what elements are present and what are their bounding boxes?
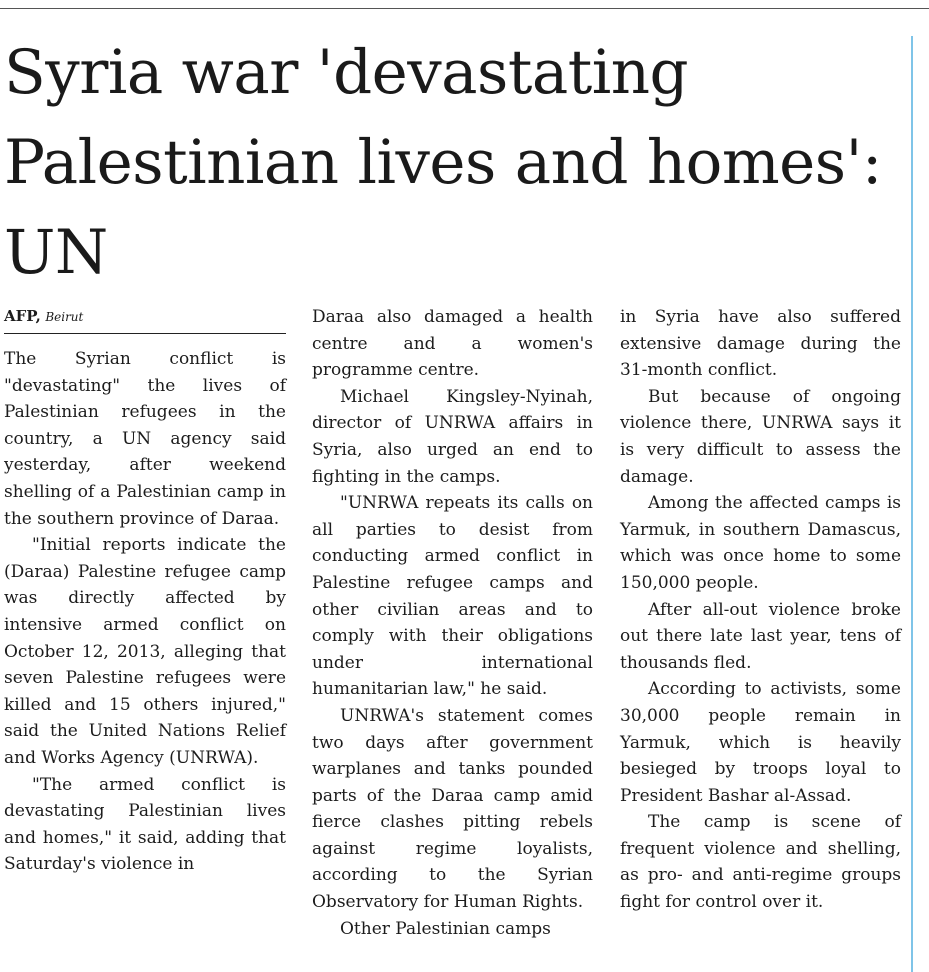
paragraph: UNRWA's statement comes two days after government warplanes and tanks pounded parts of the Daraa camp amid fierce clashes pitting rebels against regime loyalists, according to the Syrian Observatory for Human Rights. [312,705,593,913]
byline-agency: AFP, [4,307,41,325]
paragraph: Among the affected camps is Yarmuk, in southern Damascus, which was once home to some 150,000 people. [620,493,901,593]
paragraph: The camp is scene of frequent violence and shelling, as pro- and anti-regime groups fight for control over it. [620,812,901,913]
byline-location: Beirut [45,310,84,324]
paragraph: The Syrian conflict is "devastating" the lives of Palestinian refugees in the country, a UN agency said yesterday, after weekend shelling of a Palestinian camp in the southern province of Daraa. [4,349,286,529]
paragraph: "The armed conflict is devastating Palestinian lives and homes," it said, adding that Saturday's violence in [4,774,286,875]
paragraph: "Initial reports indicate the (Daraa) Palestine refugee camp was directly affected by intensive armed conflict on October 12, 2013, alleging that seven Palestine refugees were killed and 15 others injured," said the United Nations Relief and Works Agency (UNRWA). [4,535,286,768]
paragraph: According to activists, some 30,000 people remain in Yarmuk, which is heavily besieged by troops loyal to President Bashar al-Assad. [620,679,901,806]
paragraph: "UNRWA repeats its calls on all parties to desist from conducting armed conflict in Palestine refugee camps and other civilian areas and to comply with their obligations under international humanitarian law," he said. [312,493,593,700]
top-rule [0,8,929,9]
headline: Syria war 'devastating Palestinian lives and homes': UN [4,37,882,288]
paragraph: Daraa also damaged a health centre and a women's programme centre. [312,307,593,381]
column-divider [911,36,913,972]
paragraph: But because of ongoing violence there, UNRWA says it is very difficult to assess the damage. [620,386,901,487]
byline [4,306,286,334]
paragraph: Michael Kingsley-Nyinah, director of UNRWA affairs in Syria, also urged an end to fighting in the camps. [312,386,593,487]
paragraph: Other Palestinian camps [340,918,551,939]
article-column-1 [4,346,286,878]
paragraph: in Syria have also suffered extensive damage during the 31-month conflict. [620,307,901,381]
article-column-2 [312,304,593,942]
paragraph: After all-out violence broke out there late last year, tens of thousands fled. [620,599,901,673]
article-column-3 [620,304,901,916]
